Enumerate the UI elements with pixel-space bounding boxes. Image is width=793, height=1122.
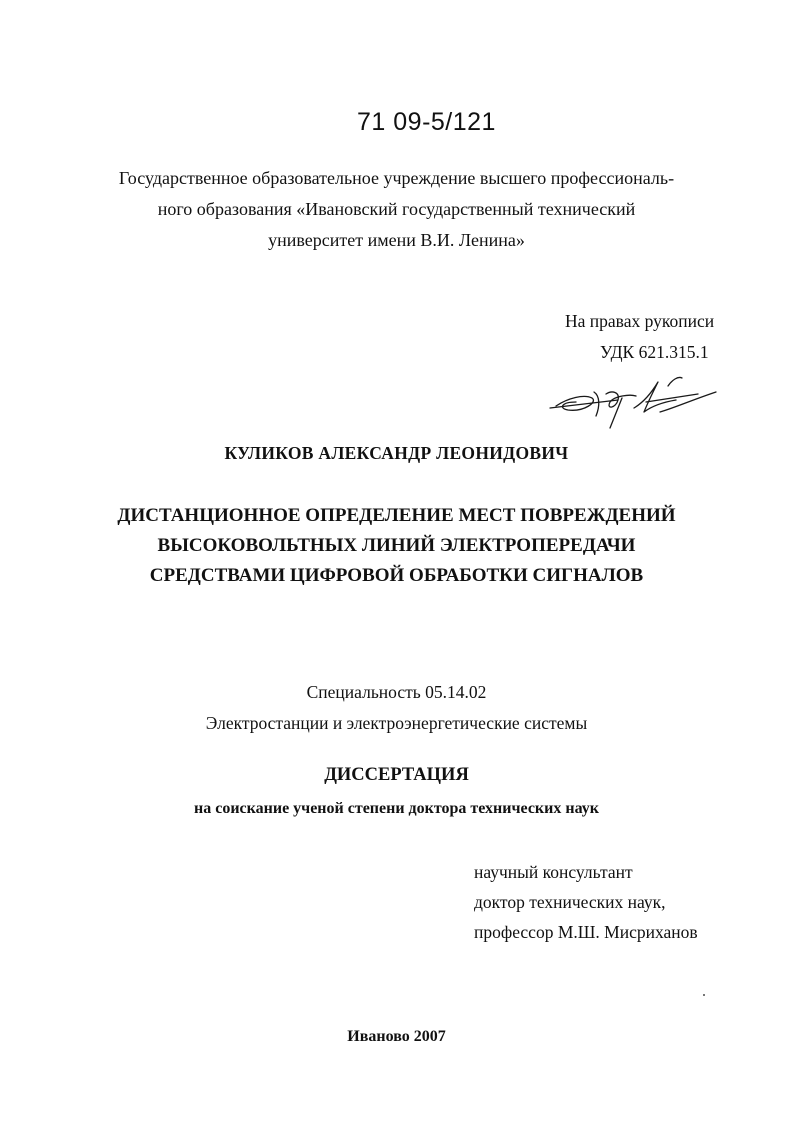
specialty-code: Специальность 05.14.02 [306,682,487,702]
dissertation-title [0,501,793,591]
manuscript-note: На правах рукописи [565,311,715,331]
handwritten-signature [548,372,728,430]
advisor-name: профессор М.Ш. Мисриханов [474,922,698,942]
title-line: СРЕДСТВАМИ ЦИФРОВОЙ ОБРАБОТКИ СИГНАЛОВ [149,565,644,586]
title-line: ДИСТАНЦИОННОЕ ОПРЕДЕЛЕНИЕ МЕСТ ПОВРЕЖДЕНИЙ [117,505,676,526]
scan-speck [703,994,705,996]
udc-code: УДК 621.315.1 [600,342,709,362]
specialty-name: Электростанции и электроэнергетические системы [205,713,588,733]
institution-line: Государственное образовательное учреждение высшего профессиональ- [118,168,675,188]
specialty-block [0,677,793,739]
scientific-advisor [474,857,698,947]
document-type: ДИССЕРТАЦИЯ [324,765,469,785]
archive-code: 71 09-5/121 [357,108,496,136]
title-line: ВЫСОКОВОЛЬТНЫХ ЛИНИЙ ЭЛЕКТРОПЕРЕДАЧИ [157,535,636,556]
institution-name [0,163,793,256]
city-year: Иваново 2007 [347,1028,446,1045]
institution-line: ного образования «Ивановский государственный технический [157,199,636,219]
author-name: КУЛИКОВ АЛЕКСАНДР ЛЕОНИДОВИЧ [224,443,569,463]
institution-line: университет имени В.И. Ленина» [268,230,525,250]
advisor-degree: доктор технических наук, [474,892,666,912]
degree-line: на соискание ученой степени доктора технических наук [194,800,599,817]
advisor-role: научный консультант [474,862,633,882]
